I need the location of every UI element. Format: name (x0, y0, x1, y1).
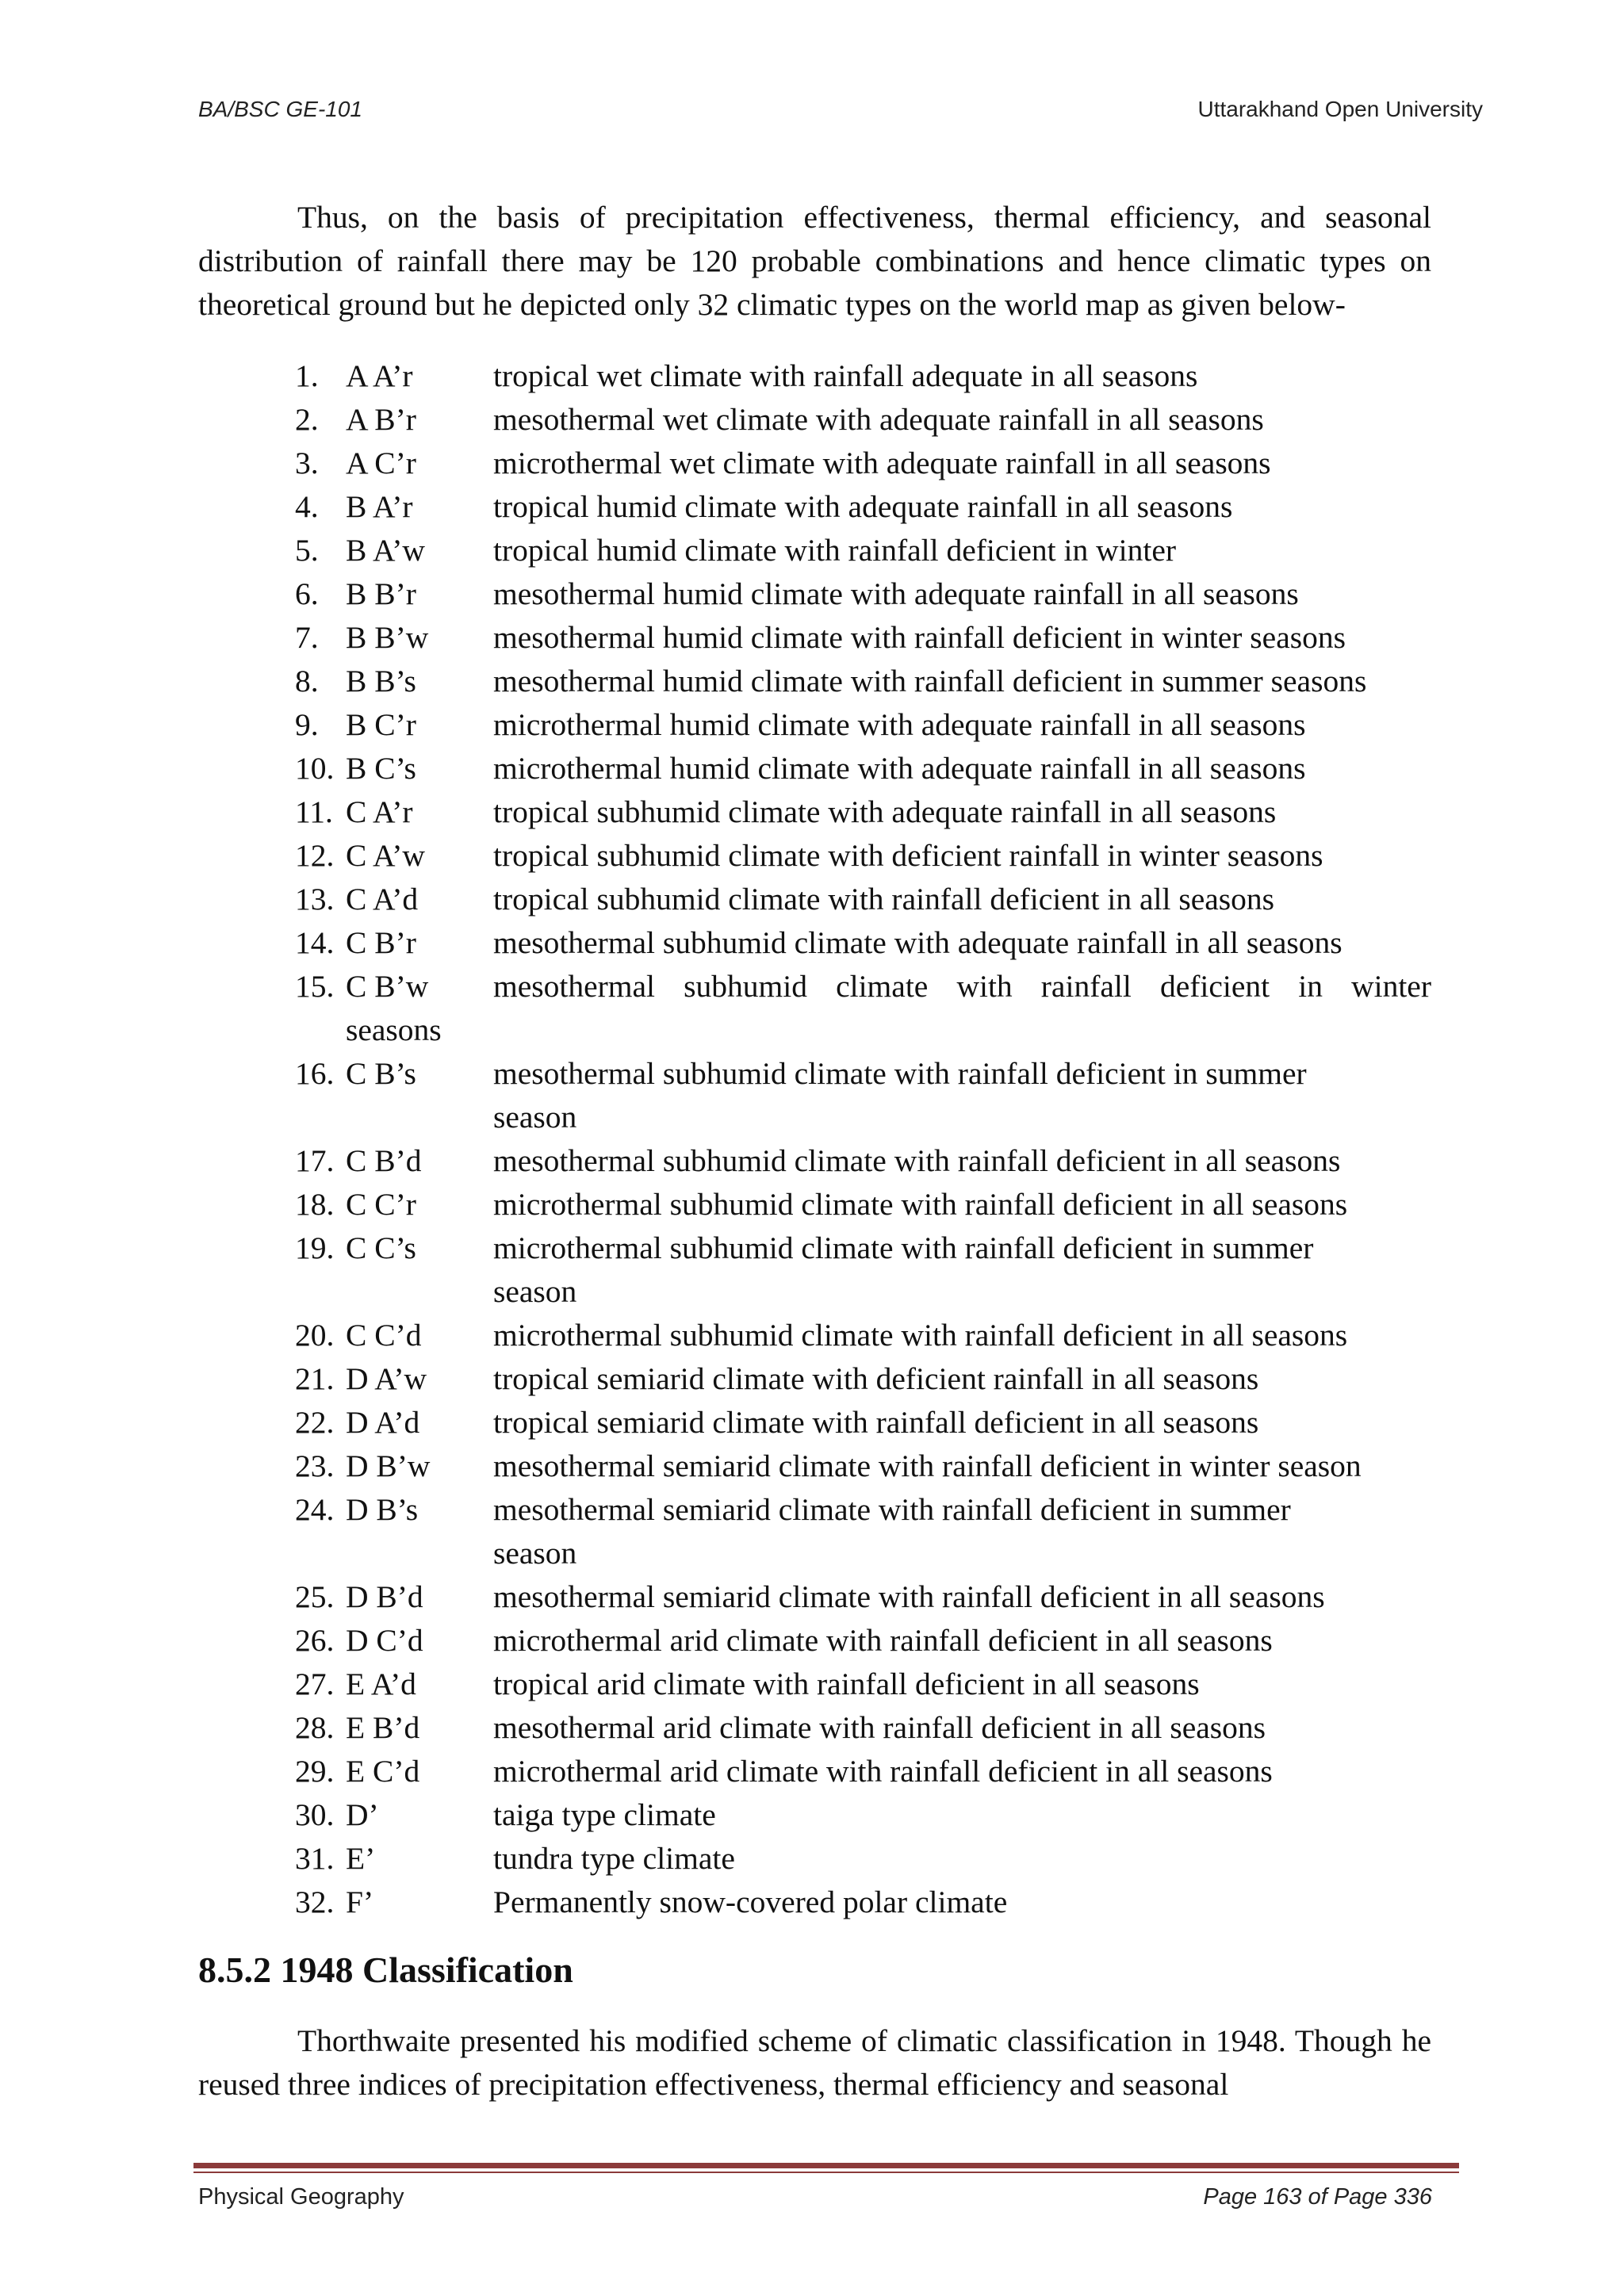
section-paragraph: Thorthwaite presented his modified scheme of climatic classification in 1948. Though he reused three indices of precipitation effectiveness, thermal efficiency and seasonal (198, 2023, 1431, 2102)
list-item-number: 8. (295, 664, 319, 698)
list-item-number: 19. (295, 1230, 335, 1265)
list-item-description-continued: season (493, 1100, 577, 1135)
list-item-description: tropical subhumid climate with rainfall deficient in all seasons (493, 882, 1275, 916)
list-item-code: D A’w (346, 1361, 427, 1396)
list-item-code: D B’d (346, 1579, 423, 1614)
list-item-description: tundra type climate (493, 1841, 735, 1876)
list-item (295, 616, 1431, 660)
list-item-code: E’ (346, 1841, 376, 1876)
list-item-number: 10. (295, 751, 335, 786)
list-item-number: 12. (295, 838, 335, 873)
list-item (295, 834, 1431, 878)
list-item-code: B B’w (346, 620, 429, 655)
list-item (295, 747, 1431, 790)
list-item-description: mesothermal subhumid climate with rainfall deficient in summer (493, 1056, 1307, 1091)
list-item (295, 1575, 1431, 1619)
list-item-code: B B’r (346, 576, 416, 611)
list-item (295, 1619, 1431, 1663)
list-item (295, 354, 1431, 398)
list-item-code: C C’r (346, 1187, 416, 1222)
list-item-description: microthermal arid climate with rainfall deficient in all seasons (493, 1623, 1273, 1658)
list-item-number: 15. (295, 969, 335, 1004)
list-item (295, 1052, 1431, 1139)
list-item-code: C B’w (346, 969, 429, 1004)
list-item-code: D A’d (346, 1405, 420, 1440)
list-item-number: 16. (295, 1056, 335, 1091)
list-item-code: B C’r (346, 707, 416, 742)
list-item-number: 1. (295, 358, 319, 393)
list-item-description: mesothermal wet climate with adequate rainfall in all seasons (493, 402, 1264, 437)
footer-rule-thick (193, 2163, 1459, 2168)
intro-paragraph: Thus, on the basis of precipitation effectiveness, thermal efficiency, and seasonal distribution of rainfall there may be 120 probable combinations and hence climatic types on theoretical ground but he depicted only 32 climatic types on the world map as given below- (198, 200, 1431, 322)
list-item (295, 1706, 1431, 1750)
list-item (295, 965, 1431, 1052)
list-item-code: E C’d (346, 1754, 420, 1789)
list-item-code: C B’s (346, 1056, 416, 1091)
list-item-number: 21. (295, 1361, 335, 1396)
list-item (295, 1445, 1431, 1488)
list-item-number: 6. (295, 576, 319, 611)
list-item (295, 921, 1431, 965)
list-item (295, 660, 1431, 703)
list-item-number: 13. (295, 882, 335, 916)
list-item-number: 4. (295, 489, 319, 524)
list-item-code: B C’s (346, 751, 416, 786)
list-item (295, 1750, 1431, 1793)
list-item-number: 7. (295, 620, 319, 655)
list-item-number: 31. (295, 1841, 335, 1876)
list-item-code: A B’r (346, 402, 416, 437)
list-item-description: tropical subhumid climate with deficient rainfall in winter seasons (493, 838, 1323, 873)
list-item-continuation: seasons (346, 1012, 442, 1047)
list-item (295, 1183, 1431, 1226)
list-item-description-continued: season (493, 1536, 577, 1571)
list-item-number: 30. (295, 1797, 335, 1832)
list-item-code: C B’d (346, 1143, 422, 1178)
list-item-number: 20. (295, 1318, 335, 1353)
list-item (295, 790, 1431, 834)
list-item-number: 22. (295, 1405, 335, 1440)
list-item-description: mesothermal semiarid climate with rainfall deficient in all seasons (493, 1579, 1325, 1614)
list-item-number: 26. (295, 1623, 335, 1658)
list-item-number: 24. (295, 1492, 335, 1527)
list-item-code: F’ (346, 1885, 374, 1919)
list-item-code: A A’r (346, 358, 413, 393)
list-item-number: 11. (295, 794, 333, 829)
list-item-code: B A’r (346, 489, 413, 524)
list-item-description: tropical wet climate with rainfall adequate in all seasons (493, 358, 1198, 393)
header-course-code: BA/BSC GE-101 (198, 97, 362, 121)
list-item-code: D B’s (346, 1492, 419, 1527)
list-item-description: mesothermal humid climate with rainfall deficient in summer seasons (493, 664, 1367, 698)
footer-page-number: Page 163 of Page 336 (1203, 2184, 1432, 2210)
list-item-description: mesothermal subhumid climate with rainfall deficient in winter (493, 969, 1431, 1004)
list-item-description: microthermal humid climate with adequate rainfall in all seasons (493, 751, 1306, 786)
list-item-description: mesothermal subhumid climate with rainfall deficient in all seasons (493, 1143, 1341, 1178)
list-item-description: microthermal subhumid climate with rainfall deficient in all seasons (493, 1318, 1348, 1353)
section-heading: 8.5.2 1948 Classification (198, 1950, 573, 1990)
list-item-code: D C’d (346, 1623, 423, 1658)
list-item-code: D’ (346, 1797, 379, 1832)
list-item-number: 28. (295, 1710, 335, 1745)
list-item-code: B A’w (346, 533, 425, 568)
list-item-code: C A’d (346, 882, 419, 916)
list-item-description: microthermal wet climate with adequate rainfall in all seasons (493, 446, 1271, 480)
list-item (295, 1139, 1431, 1183)
list-item-code: C B’r (346, 925, 416, 960)
list-item-description: mesothermal humid climate with adequate rainfall in all seasons (493, 576, 1299, 611)
list-item-number: 23. (295, 1448, 335, 1483)
list-item-description: taiga type climate (493, 1797, 716, 1832)
list-item-code: D B’w (346, 1448, 431, 1483)
list-item-description: microthermal humid climate with adequate rainfall in all seasons (493, 707, 1306, 742)
list-item (295, 1357, 1431, 1401)
list-item-description: mesothermal subhumid climate with adequate rainfall in all seasons (493, 925, 1342, 960)
list-item-description-continued: season (493, 1274, 577, 1309)
list-item-number: 29. (295, 1754, 335, 1789)
list-item (295, 485, 1431, 529)
list-item (295, 529, 1431, 572)
list-item (295, 1226, 1431, 1314)
footer-rule-thin (193, 2172, 1459, 2173)
list-item-number: 3. (295, 446, 319, 480)
list-item-number: 18. (295, 1187, 335, 1222)
list-item-description: mesothermal humid climate with rainfall deficient in winter seasons (493, 620, 1346, 655)
list-item (295, 703, 1431, 747)
list-item (295, 1314, 1431, 1357)
list-item-number: 5. (295, 533, 319, 568)
list-item-code: B B’s (346, 664, 416, 698)
list-item-number: 2. (295, 402, 319, 437)
list-item-code: C C’d (346, 1318, 422, 1353)
list-item (295, 1663, 1431, 1706)
list-item-description: Permanently snow-covered polar climate (493, 1885, 1008, 1919)
list-item (295, 398, 1431, 442)
list-item-number: 17. (295, 1143, 335, 1178)
list-item (295, 1401, 1431, 1445)
list-item-description: microthermal subhumid climate with rainfall deficient in summer (493, 1230, 1314, 1265)
list-item-number: 9. (295, 707, 319, 742)
list-item (295, 442, 1431, 485)
list-item (295, 1881, 1431, 1924)
list-item-description: tropical humid climate with adequate rainfall in all seasons (493, 489, 1233, 524)
list-item-number: 32. (295, 1885, 335, 1919)
list-item-number: 27. (295, 1667, 335, 1701)
list-item-description: tropical subhumid climate with adequate rainfall in all seasons (493, 794, 1277, 829)
list-item-number: 14. (295, 925, 335, 960)
list-item-description: microthermal arid climate with rainfall deficient in all seasons (493, 1754, 1273, 1789)
list-item-description: tropical semiarid climate with rainfall deficient in all seasons (493, 1405, 1259, 1440)
list-item-description: tropical semiarid climate with deficient rainfall in all seasons (493, 1361, 1259, 1396)
list-item-description: tropical humid climate with rainfall deficient in winter (493, 533, 1177, 568)
list-item-number: 25. (295, 1579, 335, 1614)
list-item-code: C C’s (346, 1230, 416, 1265)
list-item-code: C A’w (346, 838, 425, 873)
list-item-code: C A’r (346, 794, 413, 829)
list-item (295, 1488, 1431, 1575)
list-item (295, 878, 1431, 921)
intro-paragraph-block (198, 196, 1431, 327)
list-item-code: A C’r (346, 446, 416, 480)
list-item-description: mesothermal arid climate with rainfall deficient in all seasons (493, 1710, 1266, 1745)
climatic-types-list (295, 354, 1431, 1924)
header-university: Uttarakhand Open University (1197, 97, 1483, 121)
footer-subject: Physical Geography (198, 2184, 404, 2210)
list-item (295, 572, 1431, 616)
list-item-description: microthermal subhumid climate with rainfall deficient in all seasons (493, 1187, 1348, 1222)
section-paragraph-block (198, 2019, 1431, 2107)
list-item-description: tropical arid climate with rainfall deficient in all seasons (493, 1667, 1200, 1701)
list-item-description: mesothermal semiarid climate with rainfall deficient in summer (493, 1492, 1291, 1527)
list-item-description: mesothermal semiarid climate with rainfall deficient in winter season (493, 1448, 1362, 1483)
list-item (295, 1837, 1431, 1881)
list-item-code: E B’d (346, 1710, 420, 1745)
list-item-code: E A’d (346, 1667, 416, 1701)
list-item (295, 1793, 1431, 1837)
